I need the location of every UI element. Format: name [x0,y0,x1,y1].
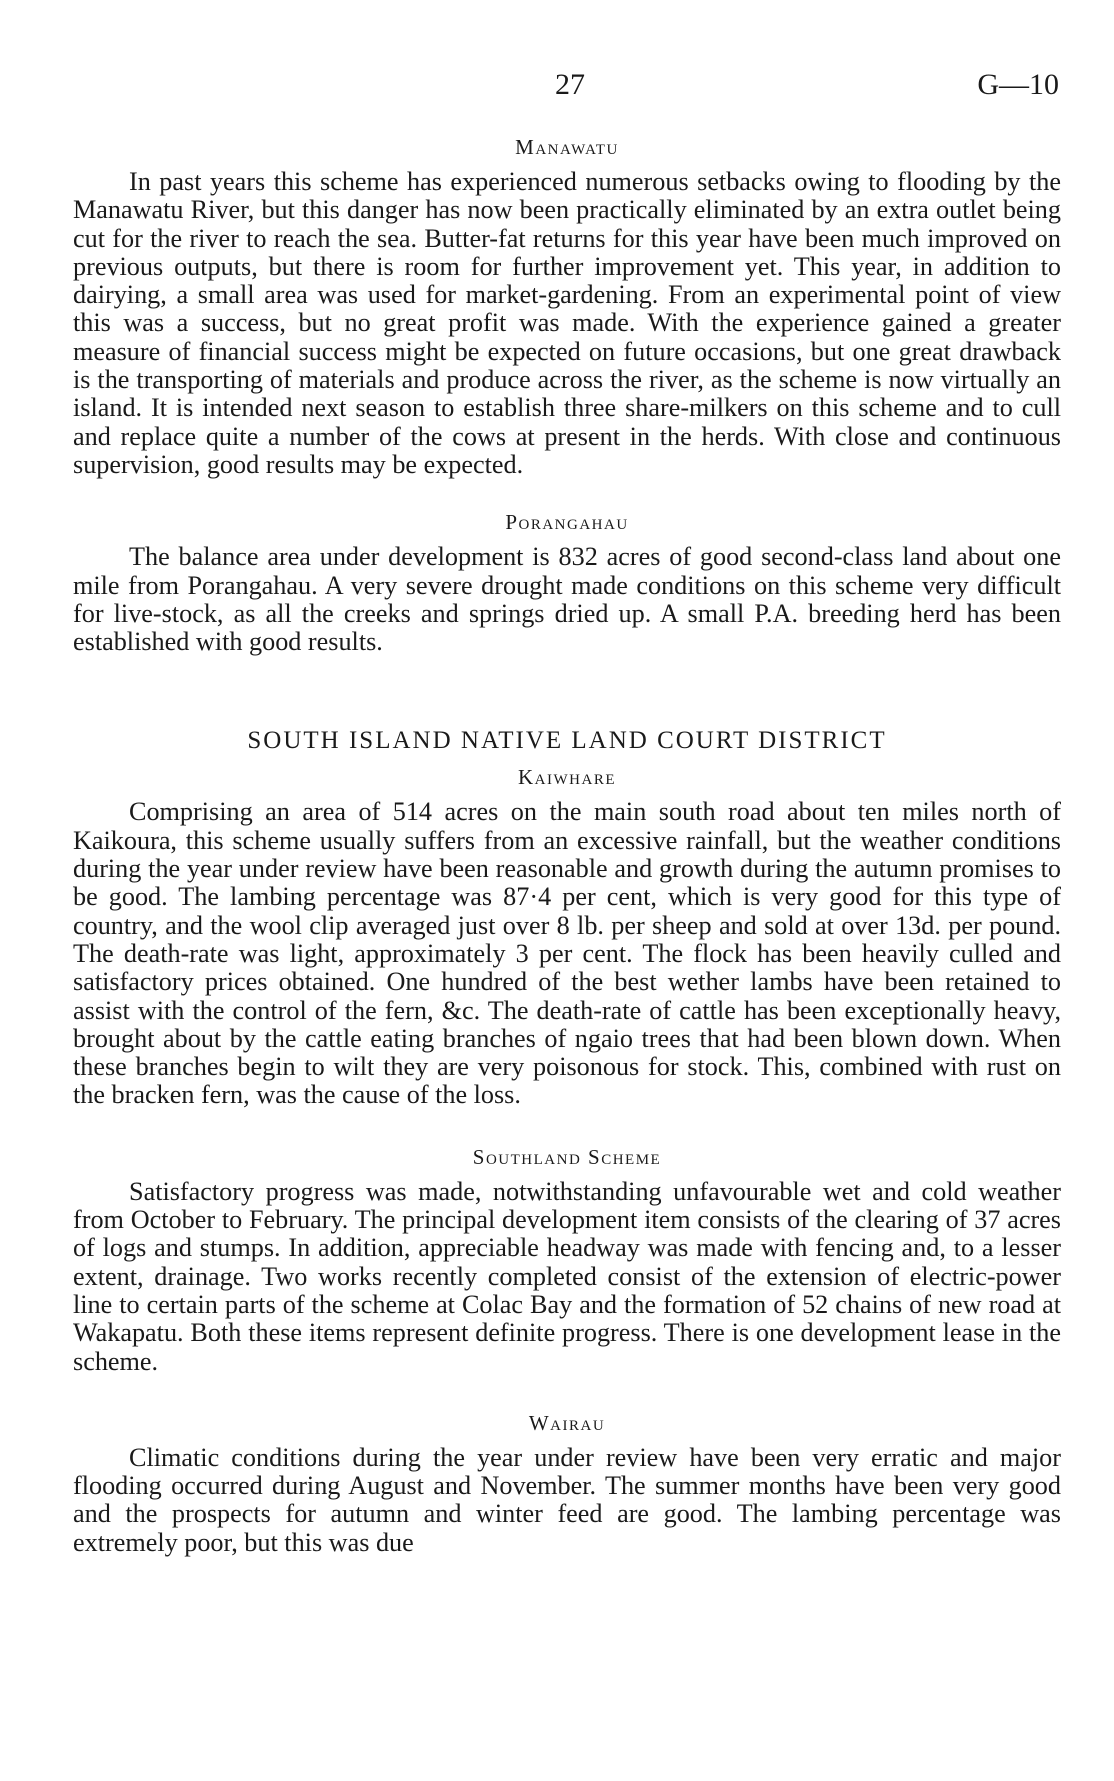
page-number: 27 [555,68,585,101]
section-heading-manawatu: Manawatu [515,135,619,159]
page-body [73,132,1061,1557]
paragraph-manawatu: In past years this scheme has experienced numerous setbacks owing to flooding by the Manawatu River, but this danger has now been practically eliminated by an extra outlet being cut for the river to reach the sea. Butter-fat returns for this year have been much improved on previous outputs, but there is room for further improvement yet. This year, in addition to dairying, a small area was used for market-gardening. From an experimental point of view this was a success, but no great profit was made. With the experience gained a greater measure of financial success might be expected on future occasions, but one great drawback is the transporting of materials and produce across the river, as the scheme is now virtually an island. It is intended next season to establish three share-milkers on this scheme and to cull and replace quite a number of the cows at present in the herds. With close and continuous supervision, good results may be expected. [73,167,1061,479]
paragraph-porangahau: The balance area under development is 832 acres of good second-class land about one mile from Porangahau. A very severe drought made conditions on this scheme very difficult for live-stock, as all the creeks and springs dried up. A small P.A. breeding herd has been established with good results. [73,542,1061,657]
paragraph-southland: Satisfactory progress was made, notwithstanding unfavourable wet and cold weather from October to February. The principal development item consists of the clearing of 37 acres of logs and stumps. In addition, appreciable headway was made with fencing and, to a lesser extent, drainage. Two works recently completed consist of the extension of electric-power line to certain parts of the scheme at Colac Bay and the formation of 52 chains of new road at Wakapatu. Both these items represent definite progress. There is one development lease in the scheme. [73,1176,1061,1376]
paragraph-wairau: Climatic conditions during the year under review have been very erratic and major flooding occurred during August and November. The summer months have been very good and the prospects for autumn and winter feed are good. The lambing percentage was extremely poor, but this was due [73,1442,1061,1557]
document-reference: G—10 [977,68,1059,101]
paragraph-kaiwhare: Comprising an area of 514 acres on the main south road about ten miles north of Kaikoura, this scheme usually suffers from an excessive rainfall, but the weather conditions during the year under review have been reasonable and growth during the autumn promises to be good. The lambing percentage was 87·4 per cent, which is very good for this type of country, and the wool clip averaged just over 8 lb. per sheep and sold at over 13d. per pound. The death-rate was light, approximately 3 per cent. The flock has been heavily culled and satisfactory prices obtained. One hundred of the best wether lambs have been retained to assist with the control of the fern, &c. The death-rate of cattle has been exceptionally heavy, brought about by the cattle eating branches of ngaio trees that had been blown down. When these branches begin to wilt they are very poisonous for stock. This, combined with rust on the bracken fern, was the cause of the loss. [73,797,1061,1110]
section-heading-porangahau: Porangahau [505,510,629,535]
page-header [0,68,1114,108]
section-heading-kaiwhare: Kaiwhare [518,765,616,790]
district-heading: SOUTH ISLAND NATIVE LAND COURT DISTRICT [247,727,887,755]
section-heading-southland: Southland Scheme [472,1144,662,1169]
section-heading-wairau: Wairau [528,1410,606,1435]
